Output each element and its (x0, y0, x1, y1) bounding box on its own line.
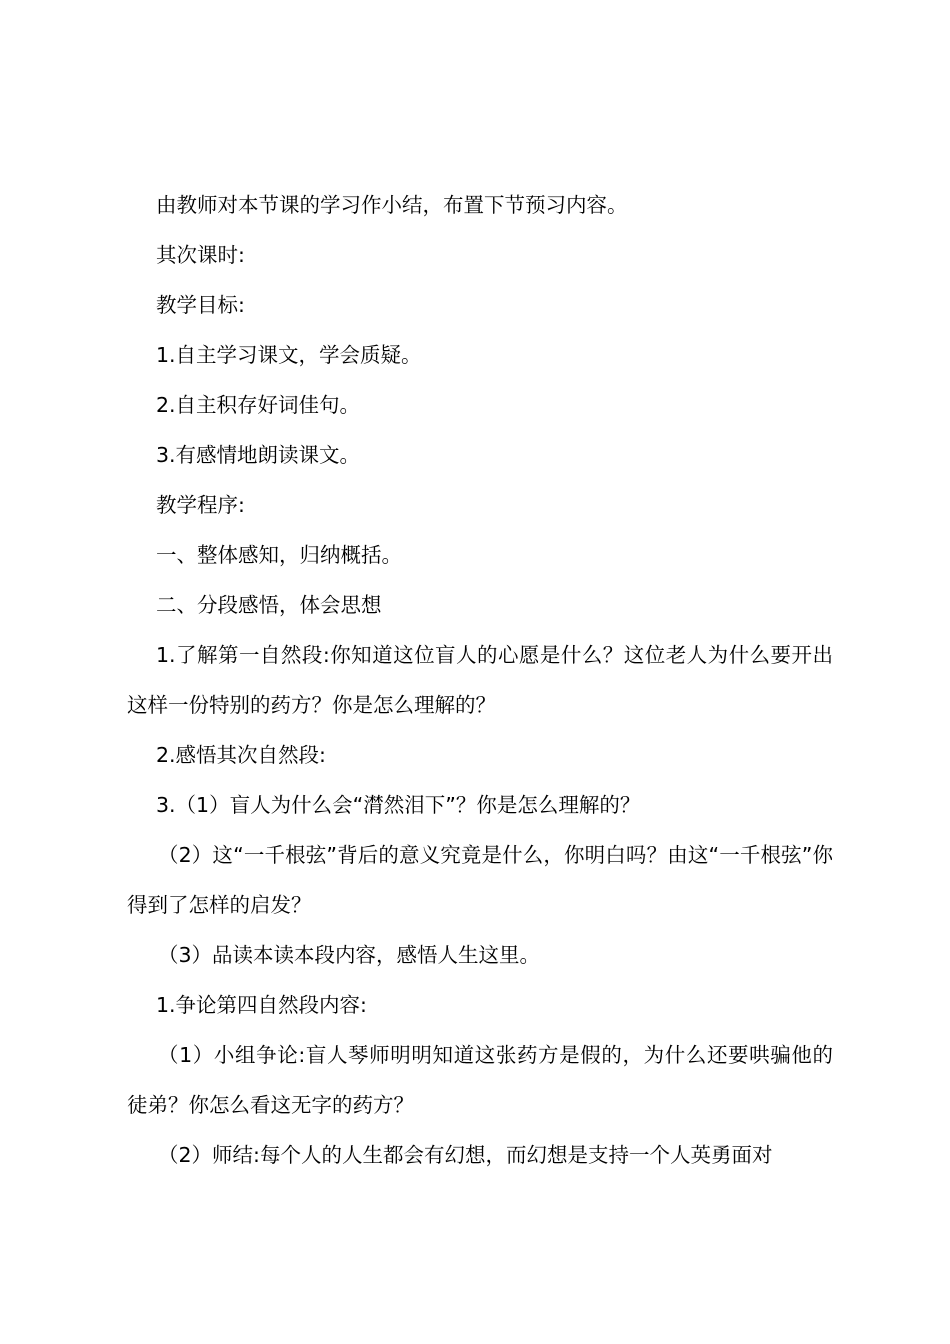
paragraph-section-3-q2: （2）这“一千根弦”背后的意义究竟是什么，你明白吗？由这“一千根弦”你得到了怎样的启发？ (127, 843, 833, 917)
paragraph-goal-2: 2.自主积存好词佳句。 (156, 393, 361, 417)
paragraph-goal-3: 3.有感情地朗读课文。 (156, 443, 361, 467)
paragraph-teaching-goals-heading: 教学目标: (156, 293, 245, 317)
paragraph-summary: 由教师对本节课的学习作小结，布置下节预习内容。 (156, 193, 628, 217)
document-body (127, 180, 833, 1180)
paragraph-step-1: 一、整体感知，归纳概括。 (156, 543, 402, 567)
paragraph-section-3-q3: （3）品读本读本段内容，感悟人生这里。 (158, 943, 541, 967)
paragraph-section-4-q2: （2）师结:每个人的人生都会有幻想，而幻想是支持一个人英勇面对 (158, 1143, 773, 1167)
paragraph-second-lesson: 其次课时: (156, 243, 245, 267)
paragraph-step-2: 二、分段感悟，体会思想 (156, 593, 382, 617)
paragraph-section-4: 1.争论第四自然段内容: (156, 993, 367, 1017)
paragraph-goal-1: 1.自主学习课文，学会质疑。 (156, 343, 422, 367)
paragraph-section-1: 1.了解第一自然段:你知道这位盲人的心愿是什么？这位老人为什么要开出这样一份特别的药方？你是怎么理解的？ (127, 643, 833, 717)
paragraph-procedure-heading: 教学程序: (156, 493, 245, 517)
paragraph-section-2: 2.感悟其次自然段: (156, 743, 326, 767)
paragraph-section-3-q1: 3.（1）盲人为什么会“潸然泪下”？你是怎么理解的？ (156, 793, 641, 817)
paragraph-section-4-q1: （1）小组争论:盲人琴师明明知道这张药方是假的，为什么还要哄骗他的徒弟？你怎么看这无字的药方？ (127, 1043, 833, 1117)
